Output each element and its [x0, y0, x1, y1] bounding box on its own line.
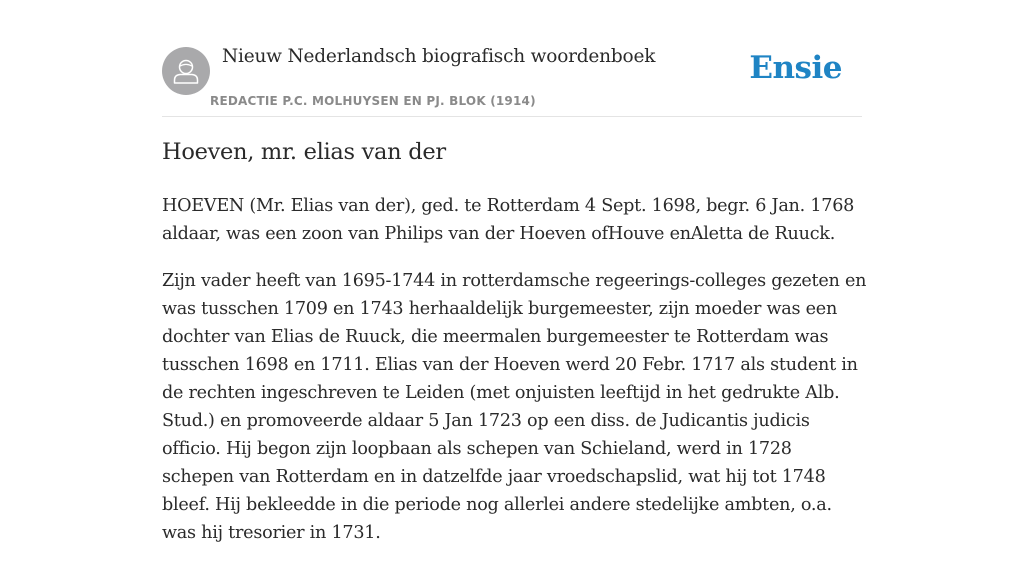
source-header — [162, 44, 862, 117]
entry-paragraph: HOEVEN (Mr. Elias van der), ged. te Rotterdam 4 Sept. 1698, begr. 6 Jan. 1768 aldaar, was een zoon van Philips van der Hoeven ofHouve enAletta de Ruuck. — [162, 196, 855, 244]
user-outline-icon — [162, 47, 210, 95]
entry-body — [162, 192, 868, 566]
entry-title: Hoeven, mr. elias van der — [162, 139, 446, 165]
source-title[interactable]: Nieuw Nederlandsch biografisch woordenboek — [222, 46, 656, 67]
user-avatar-icon — [162, 47, 210, 95]
ensie-logo[interactable]: Ensie — [749, 50, 842, 86]
source-byline: REDACTIE P.C. MOLHUYSEN EN PJ. BLOK (1914) — [210, 94, 536, 108]
entry-paragraph: Zijn vader heeft van 1695-1744 in rotterdamsche regeerings-colleges gezeten en was tusschen 1709 en 1743 herhaaldelijk burgemeester, zijn moeder was een dochter van Elias de Ruuck, die meermalen burgemeester te Rotterdam was tusschen 1698 en 1711. Elias van der Hoeven werd 20 Febr. 1717 als student in de rechten ingeschreven te Leiden (met onjuisten leeftijd in het gedrukte Alb. Stud.) en promoveerde aldaar 5 Jan 1723 op een diss. de Judicantis judicis officio. Hij begon zijn loopbaan als schepen van Schieland, werd in 1728 schepen van Rotterdam en in datzelfde jaar vroedschapslid, wat hij tot 1748 bleef. Hij bekleedde in die periode nog allerlei andere stedelijke ambten, o.a. was hij tresorier in 1731. — [162, 271, 867, 543]
